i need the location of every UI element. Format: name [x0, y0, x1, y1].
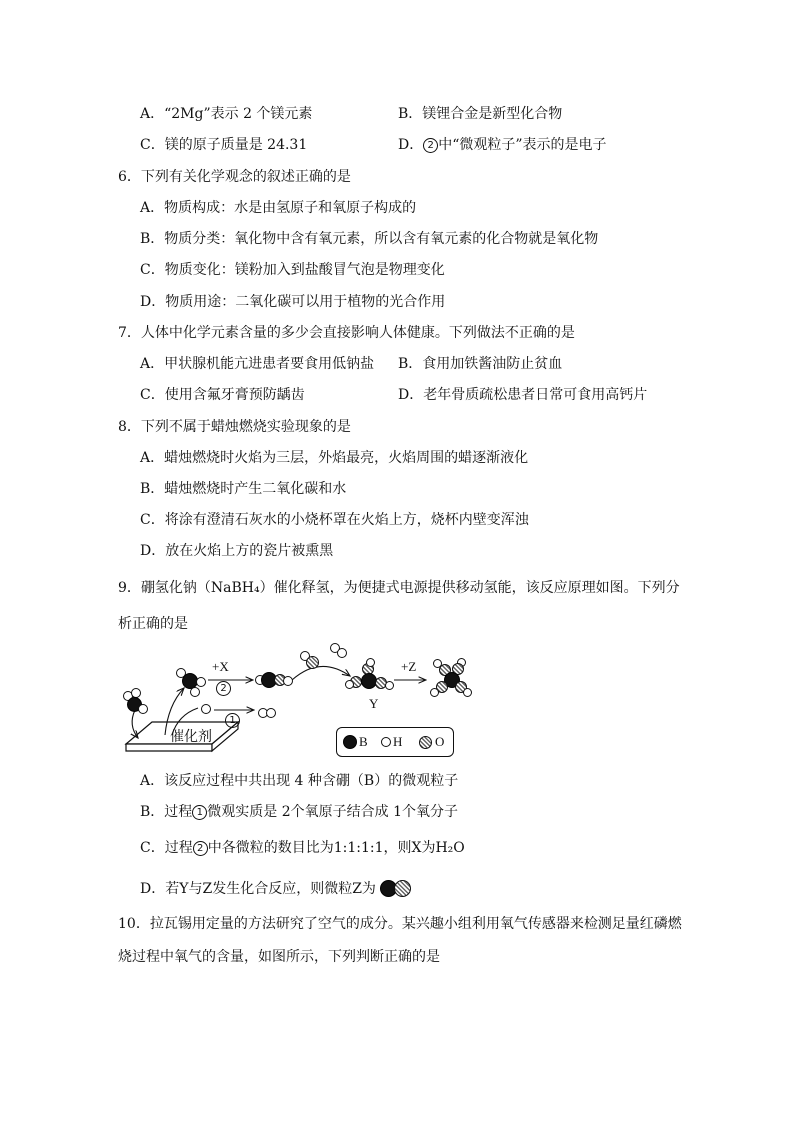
h-atom	[201, 704, 211, 714]
legend-b-label: B	[359, 734, 368, 749]
q9-stem-line1: 9．硼氢化钠（NaBH₄）催化释氢，为便捷式电源提供移动氢能，该反应原理如图。下列分	[118, 580, 680, 596]
h-atom	[463, 688, 472, 697]
q9-option-b: B．过程 1 微观实质是 2个氧原子结合成 1个氧分子	[140, 804, 459, 820]
q8-stem: 8．下列不属于蜡烛燃烧实验现象的是	[118, 419, 351, 435]
h-atom	[190, 687, 200, 697]
h-atom	[196, 677, 206, 687]
step2-label: 2	[216, 680, 231, 696]
circled-number: 2	[193, 841, 208, 856]
plus-z-label: +Z	[401, 659, 417, 674]
q5-option-c: C．镁的原子质量是 24.31	[140, 137, 308, 153]
q7-option-c: C．使用含氟牙膏预防龋齿	[140, 387, 305, 403]
q6-option-b: B．物质分类：氧化物中含有氧元素，所以含有氧元素的化合物就是氧化物	[140, 231, 599, 247]
h-atom	[366, 658, 375, 667]
legend-o-label: O	[435, 734, 445, 749]
h-atom	[345, 680, 354, 689]
b-atom-legend	[343, 735, 357, 749]
h-atom	[283, 676, 293, 686]
q7-option-d: D．老年骨质疏松患者日常可食用高钙片	[398, 387, 648, 403]
q7-option-b: B．食用加铁酱油防止贫血	[398, 356, 563, 372]
h-atom	[337, 648, 347, 658]
q9-option-c: C．过程 2 中各微粒的数目比为1:1:1:1，则X为H₂O	[140, 840, 465, 856]
h-atom	[385, 681, 394, 690]
q9-option-d: D．若Y与Z发生化合反应，则微粒Z为	[140, 878, 412, 898]
q8-option-b: B．蜡烛燃烧时产生二氧化碳和水	[140, 481, 347, 497]
h-atom	[138, 704, 148, 714]
q6-option-a: A．物质构成：水是由氢原子和氧原子构成的	[140, 200, 417, 216]
y-label: Y	[369, 696, 379, 711]
q9-option-a: A．该反应过程中共出现 4 种含硼（B）的微观粒子	[140, 773, 459, 789]
q6-option-c: C．物质变化：镁粉加入到盐酸冒气泡是物理变化	[140, 262, 445, 278]
q6-stem: 6．下列有关化学观念的叙述正确的是	[118, 169, 351, 185]
o-atom-legend	[419, 736, 432, 749]
q5-option-b: B．镁锂合金是新型化合物	[398, 106, 563, 122]
h-atom	[430, 688, 439, 697]
o-atom	[306, 656, 319, 669]
q8-option-a: A．蜡烛燃烧时火焰为三层，外焰最亮，火焰周围的蜡逐渐液化	[140, 450, 529, 466]
plus-x-label: +X	[212, 659, 229, 674]
q10-line2: 烧过程中氧气的含量，如图所示，下列判断正确的是	[118, 949, 440, 965]
q8-option-d: D．放在火焰上方的瓷片被熏黑	[140, 543, 334, 559]
q7-stem: 7．人体中化学元素含量的多少会直接影响人体健康。下列做法不正确的是	[118, 325, 575, 341]
legend-h-label: H	[393, 734, 403, 749]
circled-number: 2	[423, 138, 438, 153]
q5-option-d: D． 2 中“微观粒子”表示的是电子	[398, 137, 607, 153]
q9-stem-line2: 析正确的是	[118, 616, 188, 632]
h-atom	[266, 708, 276, 718]
h-atom-legend	[381, 737, 391, 747]
q10-line1: 10．拉瓦锡用定量的方法研究了空气的成分。某兴趣小组利用氧气传感器来检测足量红磷燃	[118, 916, 682, 932]
catalyst-label: 催化剂	[170, 729, 212, 745]
step1-label: 1	[225, 712, 240, 728]
q8-option-c: C．将涂有澄清石灰水的小烧杯罩在火焰上方，烧杯内壁变浑浊	[140, 512, 529, 528]
diagram-legend	[336, 727, 454, 757]
q7-option-a: A．甲状腺机能亢进患者要食用低钠盐	[140, 356, 375, 372]
z-particle-icon	[380, 880, 412, 896]
q6-option-d: D．物质用途：二氧化碳可以用于植物的光合作用	[140, 294, 446, 310]
q5-option-a: A．“2Mg”表示 2 个镁元素	[140, 106, 313, 122]
circled-number: 1	[192, 805, 207, 820]
